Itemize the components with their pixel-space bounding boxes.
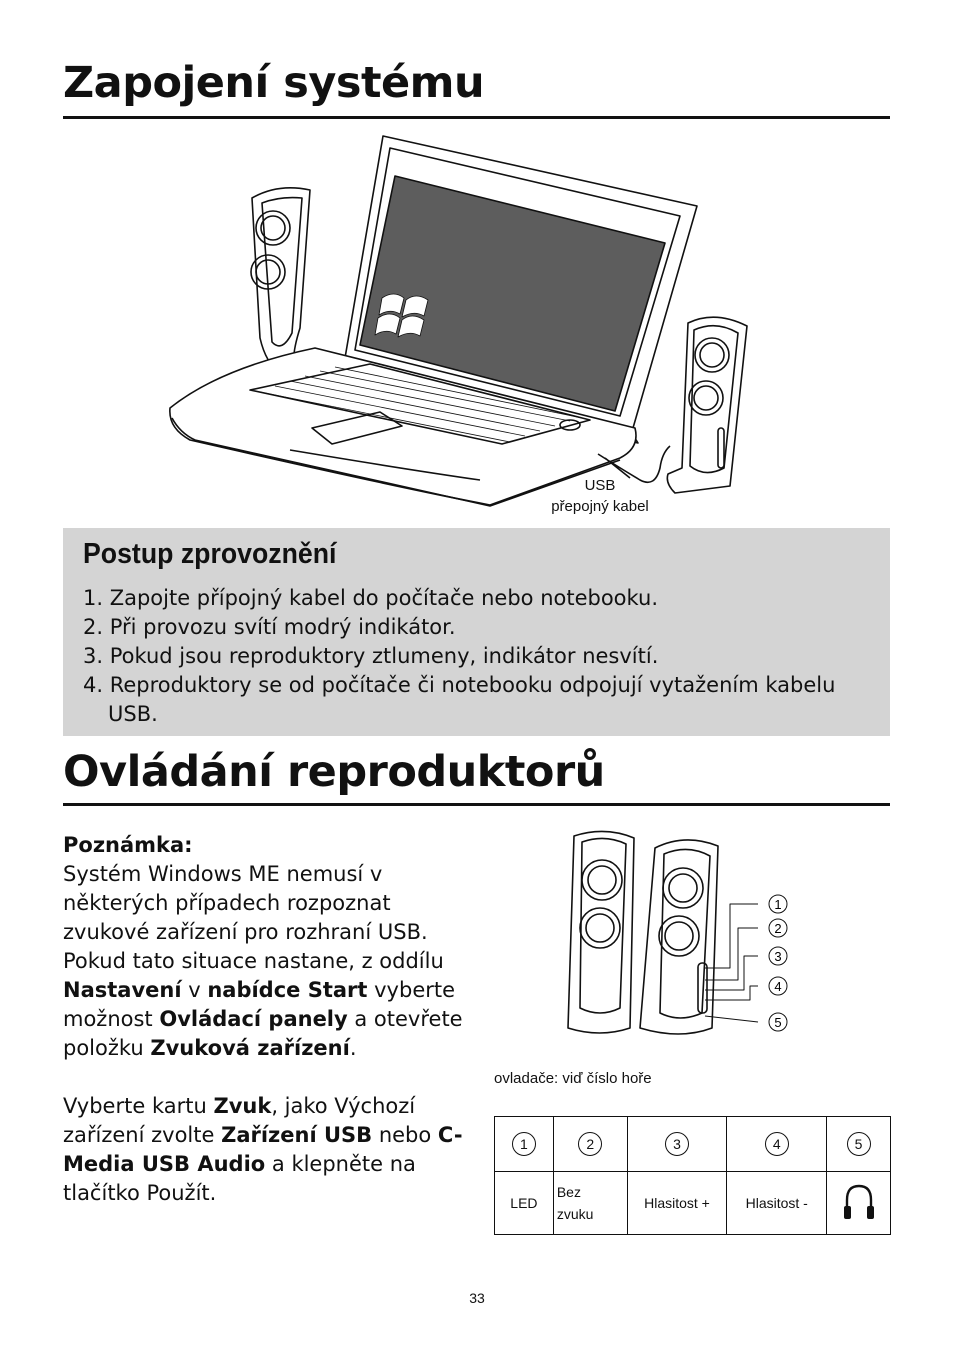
setup-step: 3. Pokud jsou reproduktory ztlumeny, indikátor nesvítí.: [83, 644, 659, 668]
note-bold: nabídce Start: [207, 978, 368, 1002]
title-underline: [63, 116, 890, 119]
table-row: [495, 1172, 891, 1235]
note-bold: Zvuk: [213, 1094, 272, 1118]
led-cell: LED: [495, 1172, 554, 1235]
volume-down-cell: Hlasitost -: [727, 1172, 827, 1235]
controls-table: [494, 1116, 891, 1235]
note-text: , jako Výchozí zařízení zvolte: [63, 1094, 416, 1147]
section-underline: [63, 803, 890, 806]
note-text: nebo: [372, 1123, 438, 1147]
callout-3: [769, 947, 787, 965]
note-bold: Ovládací panely: [159, 1007, 348, 1031]
mute-label-line: Bez: [556, 1184, 581, 1200]
table-cell: [627, 1117, 727, 1172]
note-bold: Zařízení USB: [221, 1123, 373, 1147]
table-cell: [495, 1117, 554, 1172]
number-badge: 1: [512, 1132, 536, 1156]
callout-1: [769, 895, 787, 913]
callout-number: 2: [774, 921, 782, 936]
volume-up-cell: Hlasitost +: [627, 1172, 727, 1235]
setup-step: 1. Zapojte přípojný kabel do počítače nebo notebooku.: [83, 586, 659, 610]
number-badge: 4: [765, 1132, 789, 1156]
note-bold: Zvuková zařízení: [150, 1036, 350, 1060]
number-badge: 2: [578, 1132, 602, 1156]
note-text: Vyberte kartu: [63, 1094, 214, 1118]
table-cell: [553, 1117, 627, 1172]
speaker-right-drawing: [640, 840, 718, 1034]
note-paragraph-1: [63, 860, 483, 1063]
table-row: [495, 1117, 891, 1172]
callout-5: [769, 1013, 787, 1031]
speaker-controls-illustration: [560, 828, 800, 1040]
callout-number: 3: [774, 949, 782, 964]
note-paragraph-2: [63, 1092, 483, 1208]
note-text: vyberte možnost: [63, 978, 456, 1031]
left-speaker-drawing: [251, 188, 310, 372]
cable-label: přepojný kabel: [551, 498, 649, 515]
setup-heading: Postup zprovoznění: [83, 538, 337, 570]
controls-caption: ovladače: viď číslo hoře: [494, 1070, 652, 1087]
mute-cell: [553, 1172, 627, 1235]
right-speaker-drawing: [667, 317, 747, 493]
callout-number: 4: [774, 979, 782, 994]
note-text: .: [349, 1036, 357, 1060]
setup-step: 4. Reproduktory se od počítače či notebooku odpojují vytažením kabelu USB.: [83, 673, 836, 726]
mute-label-line: zvuku: [556, 1206, 594, 1222]
usb-label: USB: [584, 477, 616, 494]
number-badge: 5: [847, 1132, 871, 1156]
callout-number: 5: [774, 1015, 782, 1030]
page-title: Zapojení systému: [63, 58, 485, 108]
callout-number: 1: [774, 897, 782, 912]
note-bold: C-Media USB Audio: [63, 1123, 463, 1176]
setup-panel: [63, 528, 890, 736]
note-bold: Nastavení: [63, 978, 182, 1002]
laptop-speakers-illustration: [150, 128, 750, 518]
table-cell: [727, 1117, 827, 1172]
note-label: Poznámka:: [63, 833, 193, 857]
setup-steps: [83, 584, 873, 729]
setup-step: 2. Při provozu svítí modrý indikátor.: [83, 615, 456, 639]
note-text: a klepněte na tlačítko Použít.: [63, 1152, 416, 1205]
callout-numbers: [769, 895, 787, 1031]
table-cell: [827, 1117, 891, 1172]
speaker-left-drawing: [568, 831, 634, 1033]
callout-4: [769, 977, 787, 995]
headphone-icon: [842, 1182, 876, 1222]
note-text: Systém Windows ME nemusí v některých případech rozpoznat zvukové zařízení pro rozhraní USB. Pokud tato situace nastane, z oddílu: [63, 862, 444, 973]
number-badge: 3: [665, 1132, 689, 1156]
section-title: Ovládání reproduktorů: [63, 747, 605, 797]
note-block: [63, 831, 483, 1208]
note-text: v: [181, 978, 208, 1002]
callout-2: [769, 919, 787, 937]
headphone-cell: [827, 1172, 891, 1235]
page-number: 33: [469, 1290, 485, 1306]
note-text: a otevřete položku: [63, 1007, 463, 1060]
